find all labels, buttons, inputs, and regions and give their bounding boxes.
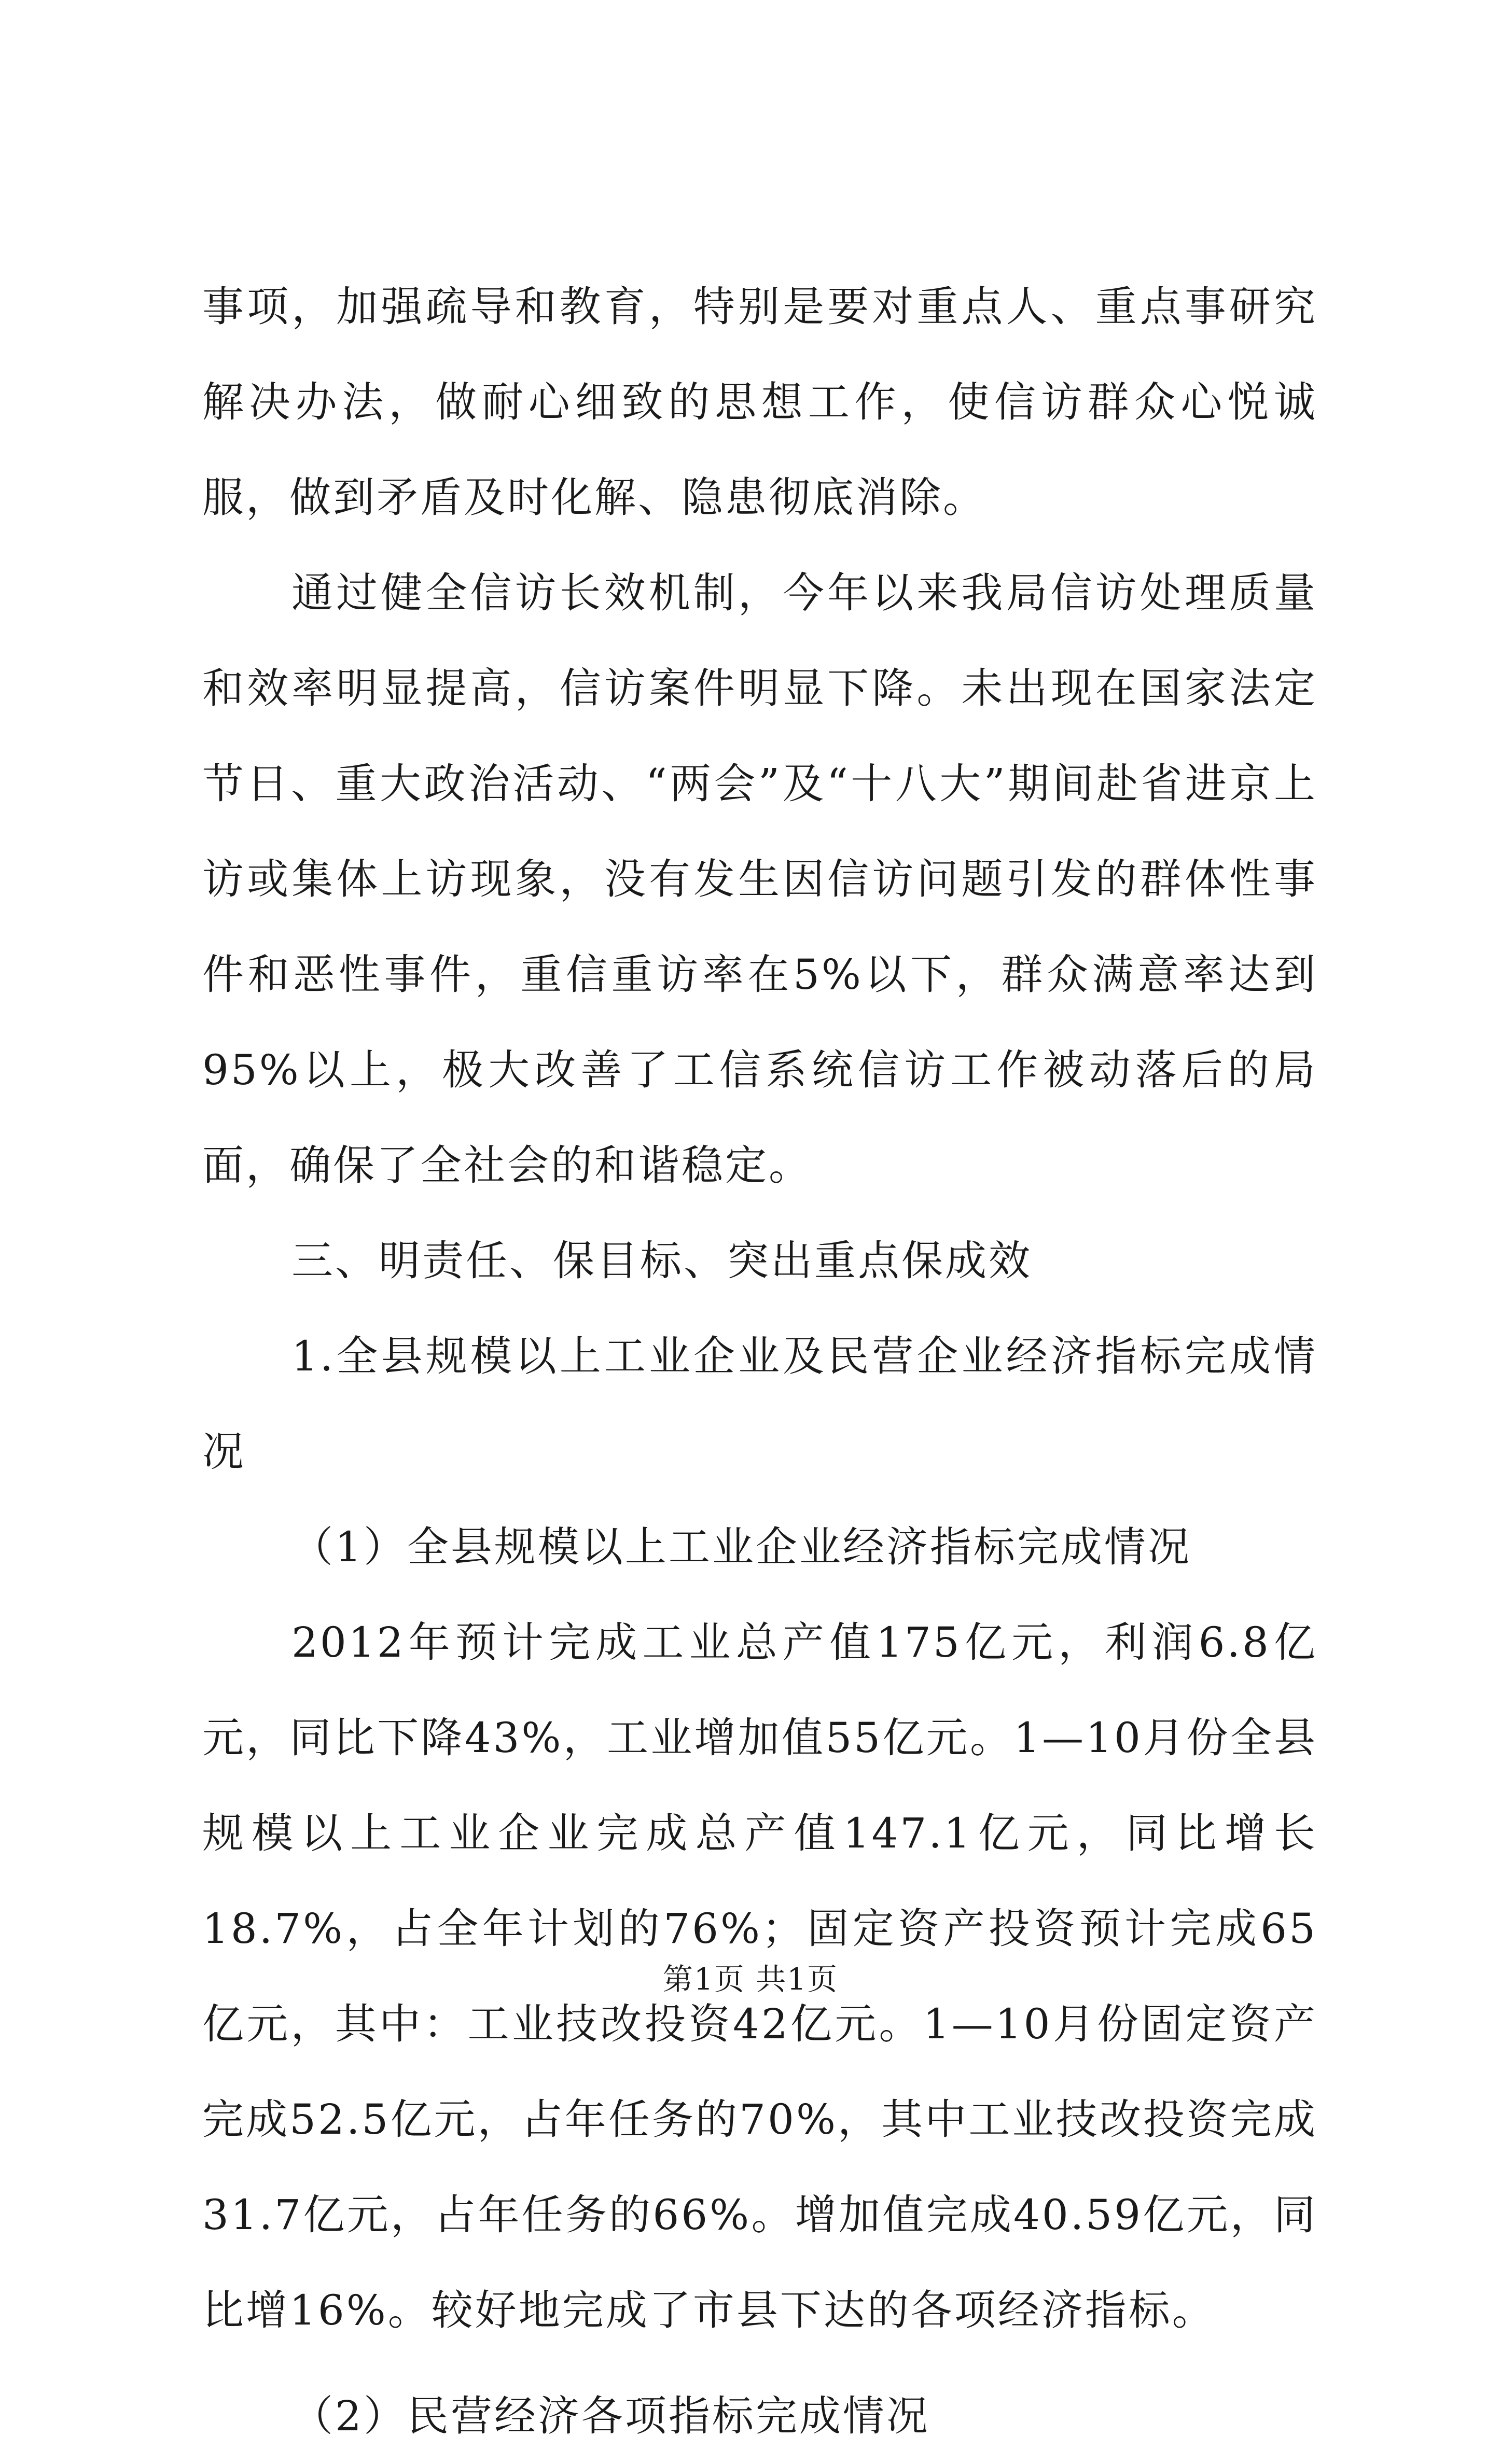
- subsection-heading: 1.全县规模以上工业企业及民营企业经济指标完成情况: [202, 1332, 1317, 1476]
- document-body: [202, 259, 1317, 2464]
- subsection-heading: （2）民营经济各项指标完成情况: [291, 2392, 930, 2440]
- paragraph: 事项，加强疏导和教育，特别是要对重点人、重点事研究解决办法，做耐心细致的思想工作，使信访群众心悦诚服，做到矛盾及时化解、隐患彻底消除。: [202, 283, 1317, 522]
- paragraph: 2012年预计完成工业总产值175亿元，利润6.8亿元，同比下降43%，工业增加值55亿元。1—10月份全县规模以上工业企业完成总产值147.1亿元，同比增长18.7%，占全年计划的76%；固定资产投资预计完成65亿元，其中：工业技改投资42亿元。1—10月份固定资产完成52.5亿元，占年任务的70%，其中工业技改投资完成31.7亿元，占年任务的66%。增加值完成40.59亿元，同比增16%。较好地完成了市县下达的各项经济指标。: [202, 1618, 1317, 2334]
- subsection-heading: （1）全县规模以上工业企业经济指标完成情况: [291, 1523, 1191, 1571]
- page-number-footer: 第1页 共1页: [662, 1962, 839, 1997]
- paragraph: 通过健全信访长效机制，今年以来我局信访处理质量和效率明显提高，信访案件明显下降。未出现在国家法定节日、重大政治活动、“两会”及“十八大”期间赴省进京上访或集体上访现象，没有发生因信访问题引发的群体性事件和恶性事件，重信重访率在5%以下，群众满意率达到95%以上，极大改善了工信系统信访工作被动落后的局面，确保了全社会的和谐稳定。: [202, 569, 1317, 1189]
- section-heading: 三、明责任、保目标、突出重点保成效: [291, 1237, 1032, 1285]
